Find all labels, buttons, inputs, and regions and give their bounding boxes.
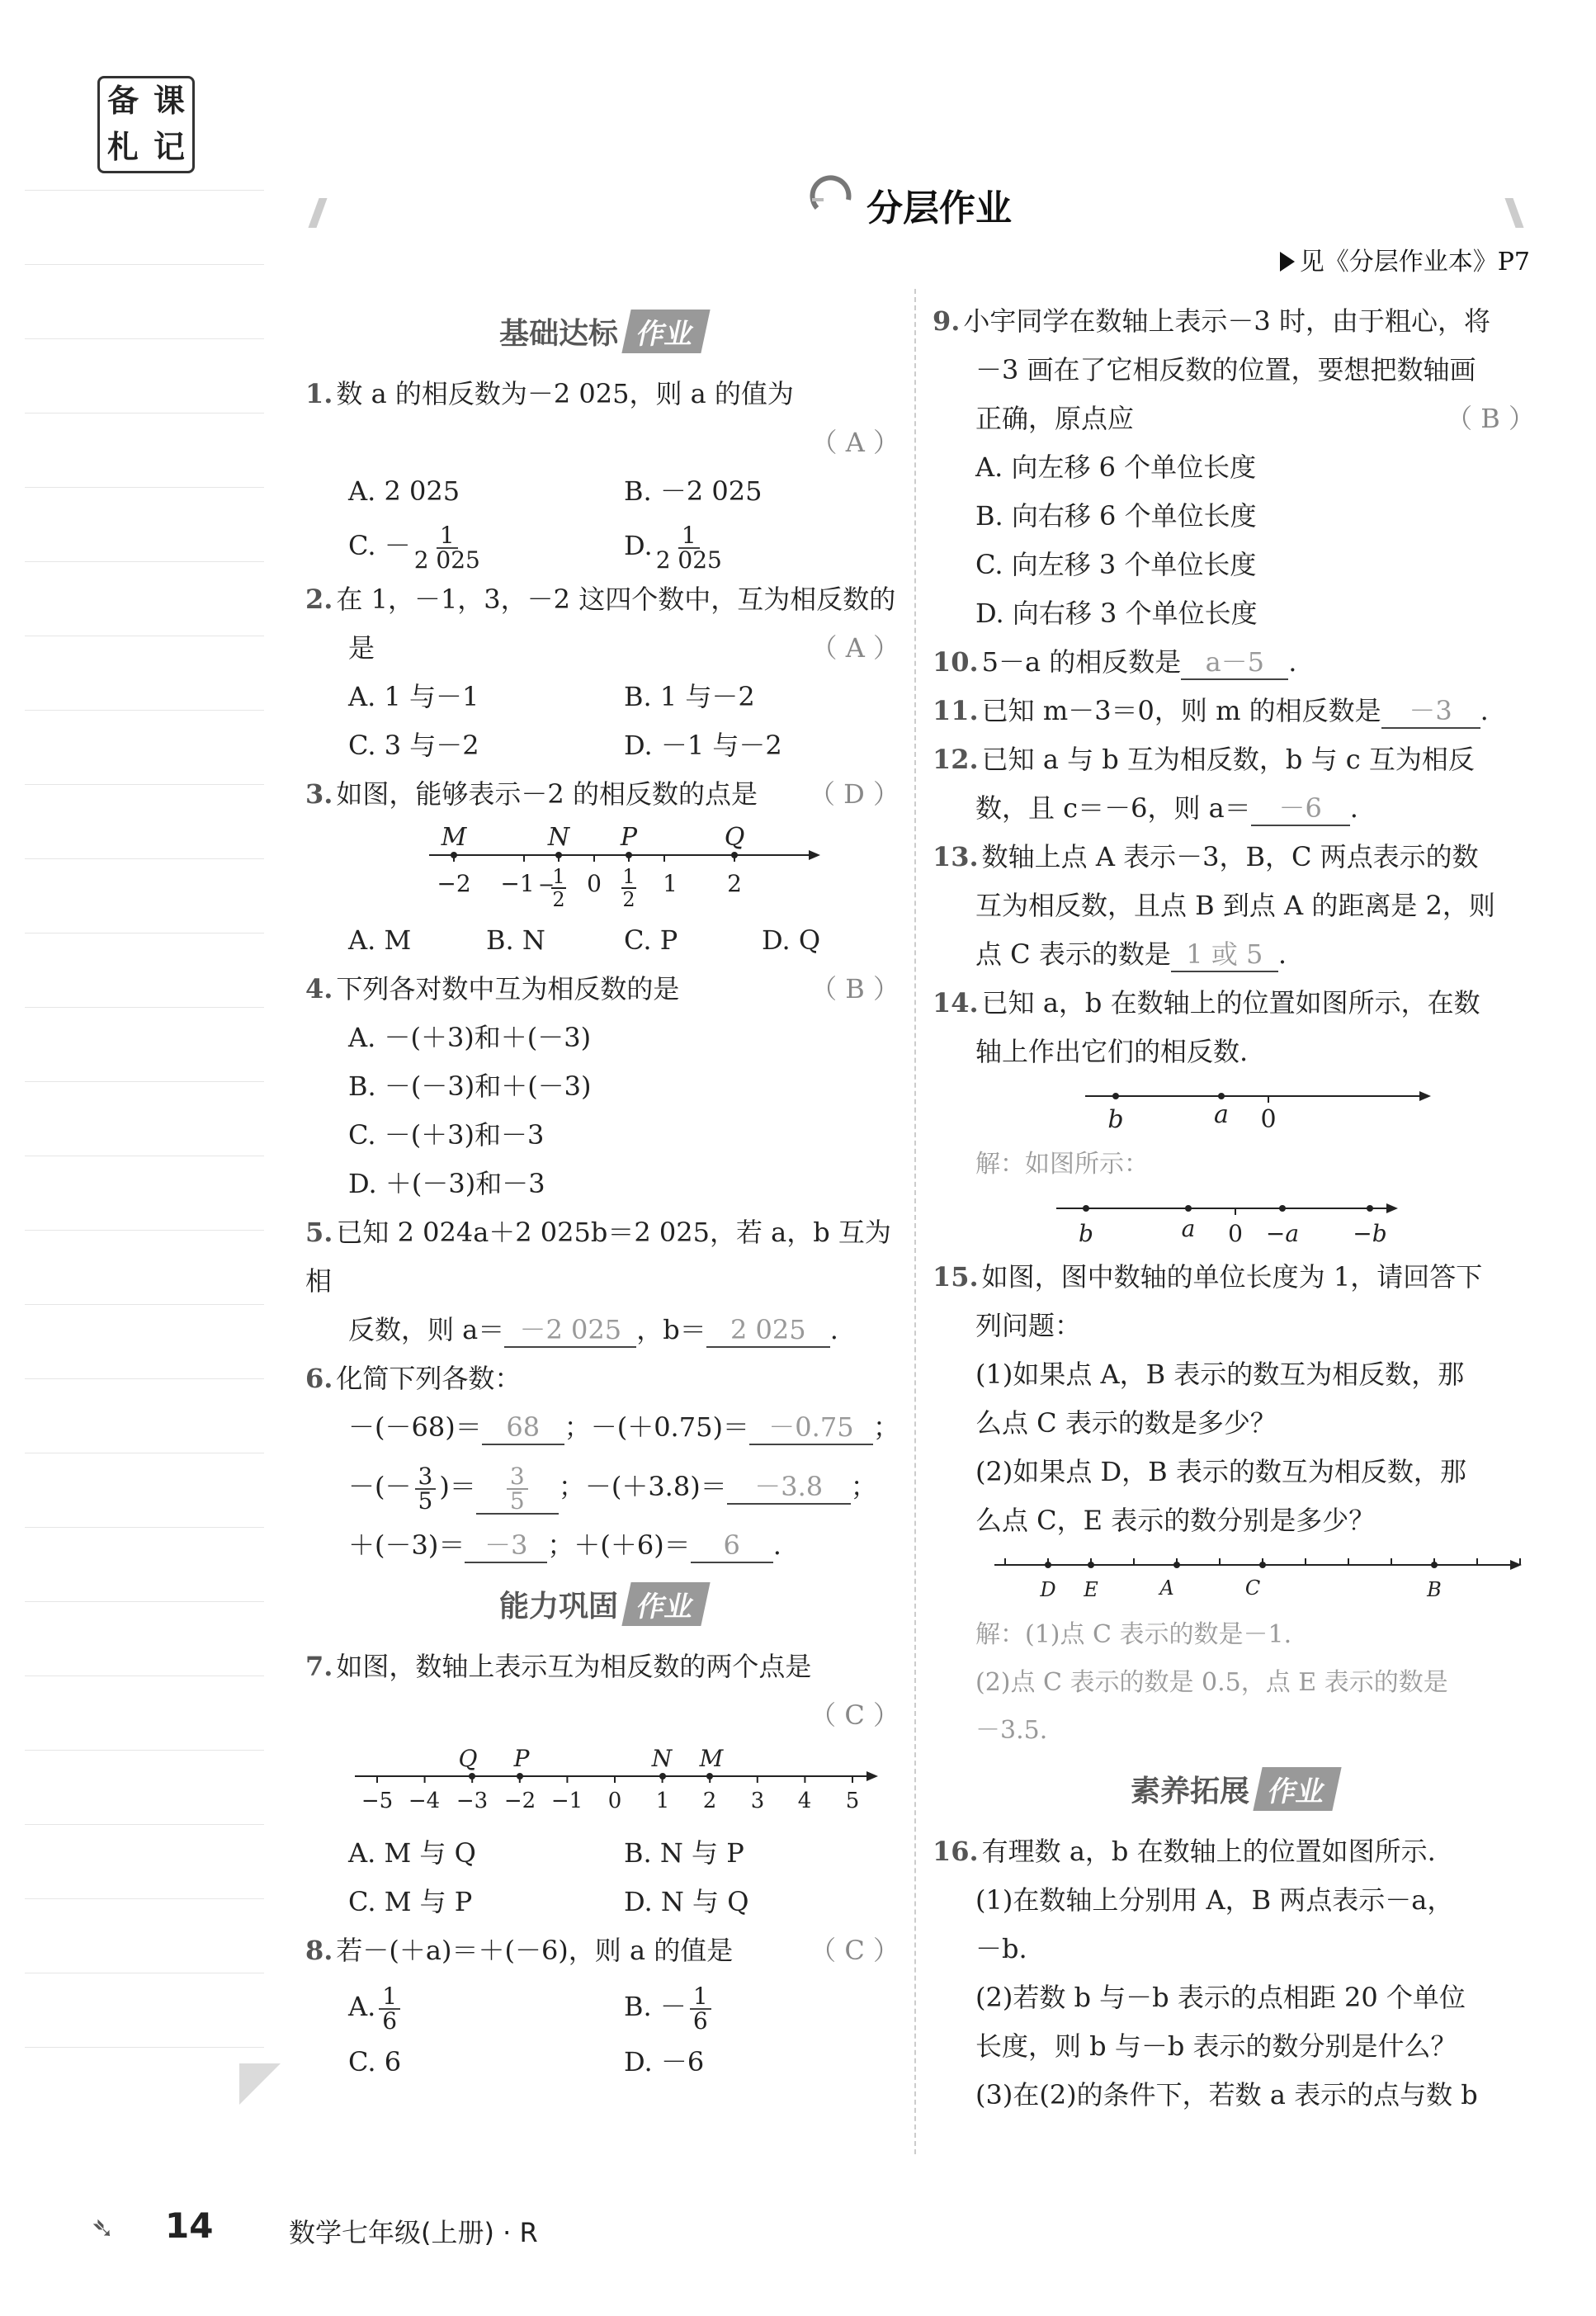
tick-label: −2 bbox=[503, 1789, 536, 1813]
swirl-icon bbox=[809, 175, 858, 225]
arrow-icon: ➴ bbox=[91, 2212, 115, 2245]
page-header bbox=[314, 173, 1518, 231]
answer-choice: （ B ） bbox=[1446, 403, 1535, 434]
section-tag: 作业 bbox=[1253, 1767, 1341, 1811]
answer-choice: （ C ） bbox=[810, 1699, 900, 1731]
question-text: . bbox=[829, 1314, 838, 1345]
point-label: Q bbox=[458, 1745, 478, 1772]
column-divider bbox=[914, 289, 916, 2154]
option-c: C. M 与 P bbox=[348, 1886, 473, 1917]
answer-choice: （ C ） bbox=[810, 1935, 900, 1966]
options-row bbox=[305, 1829, 900, 1878]
tick-label: 3 bbox=[750, 1789, 765, 1813]
numerator: 1 bbox=[379, 1985, 400, 2010]
notes-ruled-lines bbox=[25, 190, 264, 2154]
point-label: −b bbox=[1353, 1220, 1387, 1247]
option-prefix: C. － bbox=[348, 530, 411, 561]
header-decoration bbox=[1504, 198, 1523, 228]
answer-choice: （ A ） bbox=[810, 632, 900, 664]
section-tag: 作业 bbox=[621, 310, 710, 353]
question-text: 数，且 c＝－6，则 a＝ bbox=[975, 792, 1251, 824]
question-number: 6. bbox=[305, 1363, 333, 1394]
question-5-cont bbox=[305, 1306, 900, 1354]
question-text: (2)如果点 D，B 表示的数互为相反数，那 bbox=[975, 1456, 1466, 1487]
point-label: A bbox=[1159, 1576, 1174, 1600]
question-3 bbox=[305, 770, 900, 819]
fraction bbox=[507, 1462, 528, 1515]
number-line-q14 bbox=[933, 1080, 1535, 1137]
question-9-cont bbox=[933, 395, 1535, 443]
option-d: D. －6 bbox=[624, 2046, 705, 2077]
tick-label: −5 bbox=[361, 1789, 394, 1813]
option-d: D. 向右移 3 个单位长度 bbox=[975, 598, 1258, 629]
point-label: b bbox=[1107, 1105, 1124, 1134]
number-line-q14-solution bbox=[933, 1192, 1535, 1250]
question-2-cont bbox=[305, 624, 900, 673]
option-c: C. 6 bbox=[348, 2046, 402, 2077]
tick-label: −1 bbox=[500, 870, 535, 897]
tick-label: 0 bbox=[1260, 1105, 1277, 1134]
fraction bbox=[655, 521, 722, 574]
option-b: B. －2 025 bbox=[624, 475, 763, 507]
section-ability bbox=[305, 1575, 900, 1633]
question-text: . bbox=[1480, 695, 1489, 726]
question-text: 在 1，－1，3，－2 这四个数中，互为相反数的 bbox=[336, 584, 896, 615]
option-c: C. －(＋3)和－3 bbox=[348, 1119, 545, 1151]
number-line-q7 bbox=[305, 1743, 900, 1826]
option-d: D. －1 与－2 bbox=[624, 730, 782, 761]
question-text: . bbox=[1349, 792, 1358, 824]
question-text: 轴上作出它们的相反数. bbox=[975, 1036, 1249, 1067]
question-number: 4. bbox=[305, 973, 333, 1004]
tick-label: 0 bbox=[587, 870, 602, 897]
question-number: 13. bbox=[933, 841, 979, 872]
question-number: 5. bbox=[305, 1217, 333, 1248]
denominator: 5 bbox=[418, 1486, 433, 1515]
lesson-notes-badge bbox=[97, 76, 195, 173]
answer-blank: －3.8 bbox=[727, 1470, 851, 1505]
point-label: P bbox=[620, 823, 638, 852]
expression: . bbox=[772, 1529, 781, 1561]
options-row bbox=[305, 673, 900, 721]
denominator: 6 bbox=[692, 2006, 708, 2035]
question-text: 若－(＋a)＝＋(－6)，则 a 的值是 bbox=[336, 1935, 734, 1966]
question-text: 如图，数轴上表示互为相反数的两个点是 bbox=[336, 1651, 812, 1682]
expression: －(－68)＝ bbox=[348, 1411, 482, 1443]
question-12 bbox=[933, 735, 1535, 784]
section-literacy bbox=[933, 1760, 1535, 1817]
tick-label: 1 bbox=[622, 865, 635, 888]
question-1 bbox=[305, 370, 900, 418]
expression: －(－ bbox=[348, 1471, 412, 1502]
numerator: 3 bbox=[507, 1465, 528, 1490]
tick-label: −1 bbox=[550, 1789, 583, 1813]
point-label: b bbox=[1079, 1220, 1093, 1247]
question-text: 已知 a，b 在数轴上的位置如图所示，在数 bbox=[981, 987, 1480, 1019]
point-label: B bbox=[1427, 1578, 1442, 1601]
header-decoration bbox=[308, 198, 327, 228]
solution-text: 解：如图所示： bbox=[975, 1150, 1149, 1179]
question-number: 7. bbox=[305, 1651, 333, 1682]
question-text: 互为相反数，且点 B 到点 A 的距离是 2，则 bbox=[975, 890, 1495, 921]
question-text: 点 C 表示的数是 bbox=[975, 938, 1171, 970]
badge-char: 备 bbox=[106, 83, 139, 119]
question-text: 已知 m－3＝0，则 m 的相反数是 bbox=[981, 695, 1381, 726]
badge-char: 课 bbox=[153, 83, 185, 119]
question-text: 已知 a 与 b 互为相反数，b 与 c 互为相反 bbox=[981, 744, 1475, 775]
question-12-cont bbox=[933, 784, 1535, 833]
expression: ；－(＋0.75)＝ bbox=[564, 1411, 749, 1443]
question-text: (2)若数 b 与－b 表示的点相距 20 个单位 bbox=[975, 1982, 1466, 2013]
question-text: 有理数 a，b 在数轴上的位置如图所示. bbox=[981, 1836, 1436, 1867]
option-c bbox=[348, 516, 624, 575]
question-text: (3)在(2)的条件下，若数 a 表示的点与数 b bbox=[975, 2079, 1478, 2110]
corner-decoration bbox=[239, 2063, 281, 2105]
expression: ；＋(＋6)＝ bbox=[547, 1529, 691, 1561]
answer-blank: 6 bbox=[691, 1529, 773, 1563]
option-d: D. ＋(－3)和－3 bbox=[348, 1168, 545, 1199]
tick-label: −4 bbox=[408, 1789, 441, 1813]
solution-text: －3.5. bbox=[975, 1716, 1048, 1745]
question-9 bbox=[933, 297, 1535, 346]
question-text: 5－a 的相反数是 bbox=[981, 646, 1182, 678]
question-text: 长度，则 b 与－b 表示的数分别是什么？ bbox=[975, 2030, 1457, 2062]
tick-label: 4 bbox=[797, 1789, 812, 1813]
tick-label: 1 bbox=[655, 1789, 670, 1813]
point-label: a bbox=[1214, 1100, 1229, 1129]
reference-note bbox=[1280, 241, 1530, 277]
answer-blank: －0.75 bbox=[749, 1411, 873, 1445]
numerator: 1 bbox=[678, 524, 700, 549]
badge-char: 记 bbox=[153, 129, 185, 165]
question-text: 已知 2 024a＋2 025b＝2 025，若 a，b 互为相 bbox=[305, 1217, 891, 1297]
question-7-answer-row bbox=[305, 1691, 900, 1740]
answer-blank: －2 025 bbox=[504, 1313, 636, 1348]
page-number: 14 bbox=[165, 2205, 214, 2246]
fraction bbox=[413, 521, 480, 574]
options-row bbox=[305, 916, 900, 965]
question-text: (1)在数轴上分别用 A，B 两点表示－a， bbox=[975, 1884, 1454, 1916]
section-basic bbox=[305, 302, 900, 360]
question-text: 正确，原点应 bbox=[975, 403, 1135, 434]
play-triangle-icon bbox=[1280, 252, 1295, 272]
denominator: 6 bbox=[382, 2006, 398, 2035]
badge-char: 札 bbox=[106, 129, 139, 165]
question-text: 是 bbox=[348, 632, 375, 664]
question-13-cont bbox=[933, 930, 1535, 979]
question-text: 反数，则 a＝ bbox=[348, 1314, 505, 1345]
question-text: . bbox=[1288, 646, 1297, 678]
fraction bbox=[690, 1982, 711, 2035]
question-13 bbox=[933, 833, 1535, 881]
question-number: 8. bbox=[305, 1935, 333, 1966]
fraction bbox=[415, 1462, 437, 1515]
question-5 bbox=[305, 1208, 900, 1306]
right-column bbox=[933, 297, 1535, 2120]
question-text: 么点 C，E 表示的数分别是多少？ bbox=[975, 1505, 1376, 1536]
expression: ＋(－3)＝ bbox=[348, 1529, 465, 1561]
option-b: B. 向右移 6 个单位长度 bbox=[975, 500, 1257, 532]
point-label: D bbox=[1040, 1578, 1056, 1601]
question-text: －3 画在了它相反数的位置，要想把数轴画 bbox=[975, 354, 1476, 385]
option-a: A. 向左移 6 个单位长度 bbox=[975, 451, 1257, 483]
option-a: A. M 与 Q bbox=[348, 1837, 476, 1869]
option-d: D. Q bbox=[762, 924, 821, 956]
point-label: M bbox=[699, 1745, 724, 1772]
option-a: A. M bbox=[348, 924, 412, 956]
expression: ； bbox=[872, 1411, 900, 1443]
options-row bbox=[305, 516, 900, 575]
numerator: 1 bbox=[690, 1985, 711, 2010]
option-b: B. N 与 P bbox=[624, 1837, 744, 1869]
reference-text: 见《分层作业本》P7 bbox=[1299, 248, 1530, 277]
point-label: N bbox=[547, 823, 570, 852]
option-a bbox=[348, 1975, 624, 2038]
question-number: 15. bbox=[933, 1261, 979, 1293]
question-number: 1. bbox=[305, 378, 333, 409]
option-prefix: B. － bbox=[624, 1991, 687, 2022]
question-text: . bbox=[1277, 938, 1287, 970]
answer-blank: －3 bbox=[465, 1529, 547, 1563]
option-b: B. 1 与－2 bbox=[624, 681, 755, 712]
answer-blank: 1 或 5 bbox=[1171, 938, 1278, 972]
answer-blank: －3 bbox=[1381, 694, 1480, 729]
question-text: 下列各对数中互为相反数的是 bbox=[336, 973, 680, 1004]
point-label: N bbox=[651, 1745, 673, 1772]
question-text: －b. bbox=[975, 1933, 1027, 1964]
answer-blank: a－5 bbox=[1181, 645, 1288, 680]
question-7 bbox=[305, 1642, 900, 1691]
section-title: 基础达标 bbox=[498, 316, 618, 351]
option-c: C. 3 与－2 bbox=[348, 730, 479, 761]
book-title: 数学七年级(上册) · R bbox=[289, 2217, 538, 2248]
denominator: 5 bbox=[509, 1486, 525, 1515]
question-text: 列问题： bbox=[975, 1310, 1082, 1341]
answer-choice: （ B ） bbox=[810, 973, 900, 1004]
left-column bbox=[305, 297, 900, 2087]
question-number: 9. bbox=[933, 305, 961, 337]
solution-text: 解：(1)点 C 表示的数是－1. bbox=[975, 1620, 1292, 1649]
point-label: E bbox=[1084, 1578, 1098, 1601]
expression: ； bbox=[850, 1471, 877, 1502]
question-number: 10. bbox=[933, 646, 979, 678]
tick-label: 0 bbox=[607, 1789, 622, 1813]
answer-blank: －6 bbox=[1251, 792, 1350, 826]
section-tag: 作业 bbox=[621, 1582, 710, 1626]
answer-blank: 68 bbox=[482, 1411, 564, 1445]
section-title: 素养拓展 bbox=[1130, 1774, 1249, 1808]
question-6 bbox=[305, 1354, 900, 1403]
point-label: P bbox=[513, 1745, 530, 1772]
options-row bbox=[305, 1878, 900, 1926]
point-label: M bbox=[441, 823, 467, 852]
options-row bbox=[305, 1975, 900, 2038]
point-label: a bbox=[1181, 1215, 1196, 1242]
options-row bbox=[305, 467, 900, 516]
question-number: 12. bbox=[933, 744, 979, 775]
question-6-line-1 bbox=[305, 1403, 900, 1452]
tick-label: 2 bbox=[702, 1789, 717, 1813]
option-d: D. N 与 Q bbox=[624, 1886, 749, 1917]
tick-label: 1 bbox=[552, 865, 565, 888]
section-title: 能力巩固 bbox=[498, 1589, 618, 1624]
question-1-answer-row bbox=[305, 418, 900, 467]
tick-label: −2 bbox=[437, 870, 471, 897]
question-10 bbox=[933, 638, 1535, 687]
answer-choice: （ A ） bbox=[810, 427, 900, 458]
option-a: A. －(＋3)和＋(－3) bbox=[348, 1022, 592, 1053]
options-row bbox=[305, 721, 900, 770]
point-label: −a bbox=[1265, 1220, 1300, 1247]
tick-label: 5 bbox=[845, 1789, 860, 1813]
question-6-line-3 bbox=[305, 1521, 900, 1570]
tick-label: 1 bbox=[663, 870, 678, 897]
answer-blank bbox=[476, 1462, 559, 1515]
question-number: 14. bbox=[933, 987, 979, 1019]
page-title: 分层作业 bbox=[866, 187, 1012, 229]
question-11 bbox=[933, 687, 1535, 735]
option-b: B. N bbox=[486, 924, 545, 956]
number-line-q3 bbox=[305, 822, 900, 913]
question-number: 11. bbox=[933, 695, 979, 726]
question-text: 数 a 的相反数为－2 025，则 a 的值为 bbox=[336, 378, 794, 409]
question-4 bbox=[305, 965, 900, 1014]
option-prefix: D. bbox=[624, 530, 653, 561]
point-label: C bbox=[1244, 1576, 1261, 1600]
question-text: ，b＝ bbox=[636, 1314, 706, 1345]
question-15 bbox=[933, 1253, 1535, 1302]
question-text: 如图，图中数轴的单位长度为 1，请回答下 bbox=[981, 1261, 1483, 1293]
tick-label: 2 bbox=[552, 888, 565, 911]
question-number: 16. bbox=[933, 1836, 979, 1867]
question-text: 小宇同学在数轴上表示－3 时，由于粗心，将 bbox=[963, 305, 1490, 337]
expression: )＝ bbox=[439, 1471, 476, 1502]
tick-label: −3 bbox=[456, 1789, 489, 1813]
numerator: 3 bbox=[415, 1465, 437, 1490]
expression: ；－(＋3.8)＝ bbox=[558, 1471, 727, 1502]
option-b: B. －(－3)和＋(－3) bbox=[348, 1071, 592, 1102]
option-a: A. 1 与－1 bbox=[348, 681, 479, 712]
question-text: 数轴上点 A 表示－3，B，C 两点表示的数 bbox=[981, 841, 1479, 872]
point-label: Q bbox=[724, 823, 745, 852]
question-number: 2. bbox=[305, 584, 333, 615]
question-number: 3. bbox=[305, 778, 333, 810]
question-text: 么点 C 表示的数是多少？ bbox=[975, 1407, 1277, 1439]
answer-choice: （ D ） bbox=[808, 778, 900, 810]
question-6-line-2 bbox=[305, 1452, 900, 1521]
option-d bbox=[624, 516, 900, 575]
question-14 bbox=[933, 979, 1535, 1028]
option-prefix: A. bbox=[348, 1991, 376, 2022]
tick-label: − bbox=[537, 873, 555, 896]
question-2 bbox=[305, 575, 900, 624]
question-text: (1)如果点 A，B 表示的数互为相反数，那 bbox=[975, 1359, 1465, 1390]
option-b bbox=[624, 1975, 900, 2038]
question-text: 化简下列各数： bbox=[336, 1363, 522, 1394]
solution-text: (2)点 C 表示的数是 0.5，点 E 表示的数是 bbox=[975, 1668, 1448, 1697]
denominator: 2 025 bbox=[655, 546, 722, 574]
option-c: C. P bbox=[624, 924, 678, 956]
number-line-q15 bbox=[933, 1548, 1535, 1608]
denominator: 2 025 bbox=[413, 546, 480, 574]
question-text: 如图，能够表示－2 的相反数的点是 bbox=[336, 778, 758, 810]
answer-blank: 2 025 bbox=[706, 1313, 830, 1348]
option-a: A. 2 025 bbox=[348, 475, 460, 507]
tick-label: 0 bbox=[1228, 1220, 1243, 1247]
fraction bbox=[379, 1982, 400, 2035]
question-16 bbox=[933, 1827, 1535, 1876]
numerator: 1 bbox=[437, 524, 458, 549]
tick-label: 2 bbox=[727, 870, 742, 897]
question-8 bbox=[305, 1926, 900, 1975]
options-row bbox=[305, 2038, 900, 2087]
tick-label: 2 bbox=[622, 888, 635, 911]
option-c: C. 向左移 3 个单位长度 bbox=[975, 549, 1257, 580]
